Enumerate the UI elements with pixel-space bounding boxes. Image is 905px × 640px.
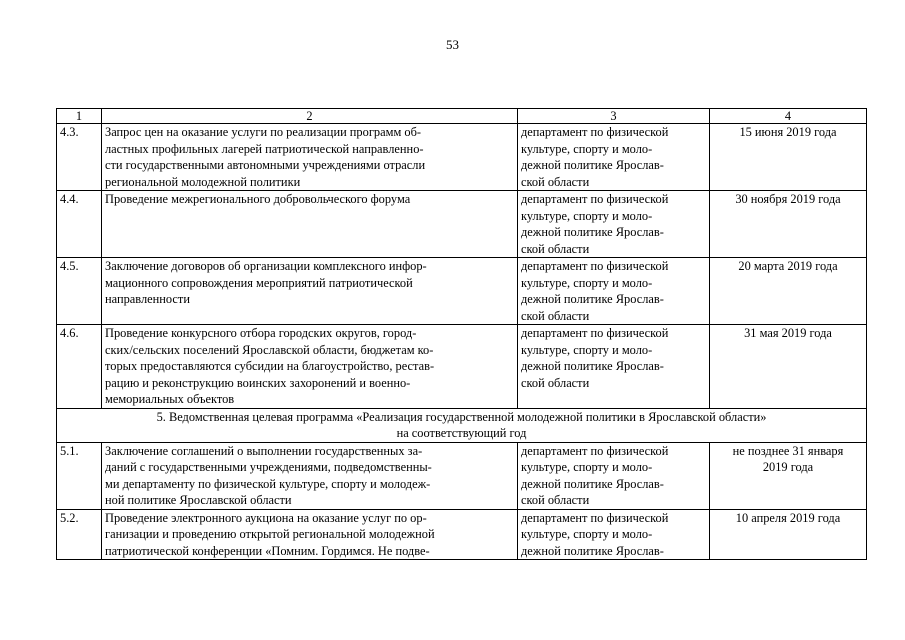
deadline-cell	[710, 191, 867, 258]
task-line: патриотической конференции «Помним. Гордимся. Не подве-	[105, 543, 430, 558]
deadline-line: 31 мая 2019 года	[744, 326, 832, 340]
page-number: 53	[446, 37, 459, 52]
item-number: 4.3.	[57, 124, 102, 191]
deadline-line: 30 ноября 2019 года	[735, 192, 841, 206]
section-title-line: на соответствующий год	[396, 426, 527, 440]
table-row	[57, 124, 867, 191]
executor-line: ской области	[521, 174, 590, 189]
table-row	[57, 442, 867, 509]
executor-line: культуре, спорту и моло-	[521, 342, 653, 357]
executor-line: дежной политике Ярослав-	[521, 158, 664, 172]
task-line: торых предоставляются субсидии на благоустройство, рестав-	[105, 359, 435, 373]
task-line: Заключение соглашений о выполнении государственных за-	[105, 443, 423, 458]
executor-cell	[518, 258, 710, 325]
executor-line: департамент по физической	[521, 192, 669, 206]
executor-line: департамент по физической	[521, 326, 669, 340]
deadline-line: 15 июня 2019 года	[739, 125, 837, 139]
executor-line: культуре, спорту и моло-	[521, 141, 653, 156]
deadline-line: 10 апреля 2019 года	[735, 510, 841, 525]
executor-line: культуре, спорту и моло-	[521, 208, 653, 223]
task-cell	[102, 509, 518, 560]
task-line: ластных профильных лагерей патриотической направленно-	[105, 141, 424, 156]
executor-line: дежной политике Ярослав-	[521, 292, 664, 306]
executor-line: ской области	[521, 375, 590, 390]
header-cell: 1	[57, 109, 102, 124]
header-cell: 3	[518, 109, 710, 124]
plan-table	[56, 108, 867, 560]
header-cell: 2	[102, 109, 518, 124]
table-header-row	[57, 109, 867, 124]
executor-cell	[518, 124, 710, 191]
section-row	[57, 408, 867, 442]
executor-line: культуре, спорту и моло-	[521, 527, 653, 541]
executor-line: ской области	[521, 241, 590, 256]
task-cell	[102, 258, 518, 325]
executor-line: дежной политике Ярослав-	[521, 225, 664, 239]
task-cell	[102, 442, 518, 509]
header-cell: 4	[710, 109, 867, 124]
task-cell	[102, 191, 518, 258]
deadline-cell	[710, 258, 867, 325]
item-number: 4.4.	[57, 191, 102, 258]
section-title-line: 5. Ведомственная целевая программа «Реализация государственной молодежной политики в Ярославской области»	[156, 409, 767, 424]
task-line: мемориальных объектов	[105, 392, 235, 406]
executor-cell	[518, 325, 710, 409]
deadline-cell	[710, 124, 867, 191]
executor-cell	[518, 509, 710, 560]
deadline-cell	[710, 325, 867, 409]
task-line: ских/сельских поселений Ярославской области, бюджетам ко-	[105, 342, 434, 357]
task-line: мационного сопровождения мероприятий патриотической	[105, 275, 413, 290]
executor-line: департамент по физической	[521, 259, 669, 273]
task-line: ганизации и проведению открытой региональной молодежной	[105, 527, 435, 541]
table-row	[57, 325, 867, 409]
task-line: ной политике Ярославской области	[105, 493, 292, 507]
executor-line: культуре, спорту и моло-	[521, 275, 653, 290]
item-number: 4.6.	[57, 325, 102, 409]
item-number: 5.1.	[57, 442, 102, 509]
executor-line: ской области	[521, 308, 590, 323]
task-line: Запрос цен на оказание услуги по реализации программ об-	[105, 125, 422, 139]
item-number: 4.5.	[57, 258, 102, 325]
task-line: Проведение электронного аукциона на оказание услуг по ор-	[105, 510, 427, 525]
deadline-cell	[710, 442, 867, 509]
item-number: 5.2.	[57, 509, 102, 560]
task-cell	[102, 124, 518, 191]
deadline-line: 2019 года	[762, 460, 814, 474]
executor-cell	[518, 191, 710, 258]
task-line: направленности	[105, 292, 190, 306]
table-row	[57, 509, 867, 560]
executor-line: дежной политике Ярослав-	[521, 543, 664, 558]
executor-line: департамент по физической	[521, 125, 669, 139]
table-row	[57, 191, 867, 258]
deadline-cell	[710, 509, 867, 560]
executor-line: культуре, спорту и моло-	[521, 460, 653, 474]
executor-line: департамент по физической	[521, 443, 669, 458]
executor-line: дежной политике Ярослав-	[521, 359, 664, 373]
task-cell	[102, 325, 518, 409]
task-line: даний с государственными учреждениями, подведомственны-	[105, 460, 432, 474]
deadline-line: 20 марта 2019 года	[738, 259, 838, 273]
task-line: Проведение межрегионального добровольческого форума	[105, 192, 411, 206]
executor-line: дежной политике Ярослав-	[521, 476, 664, 491]
table-row	[57, 258, 867, 325]
task-line: Проведение конкурсного отбора городских округов, город-	[105, 326, 417, 340]
deadline-line: не позднее 31 января	[732, 443, 844, 458]
section-title	[57, 408, 867, 442]
executor-line: ской области	[521, 493, 590, 507]
task-line: ми департаменту по физической культуре, спорту и молодеж-	[105, 476, 431, 491]
executor-line: департамент по физической	[521, 510, 669, 525]
task-line: рацию и реконструкцию воинских захоронений и военно-	[105, 375, 411, 390]
task-line: Заключение договоров об организации комплексного инфор-	[105, 259, 427, 273]
task-line: сти государственными автономными учреждениями отрасли	[105, 158, 426, 172]
executor-cell	[518, 442, 710, 509]
task-line: региональной молодежной политики	[105, 174, 301, 189]
